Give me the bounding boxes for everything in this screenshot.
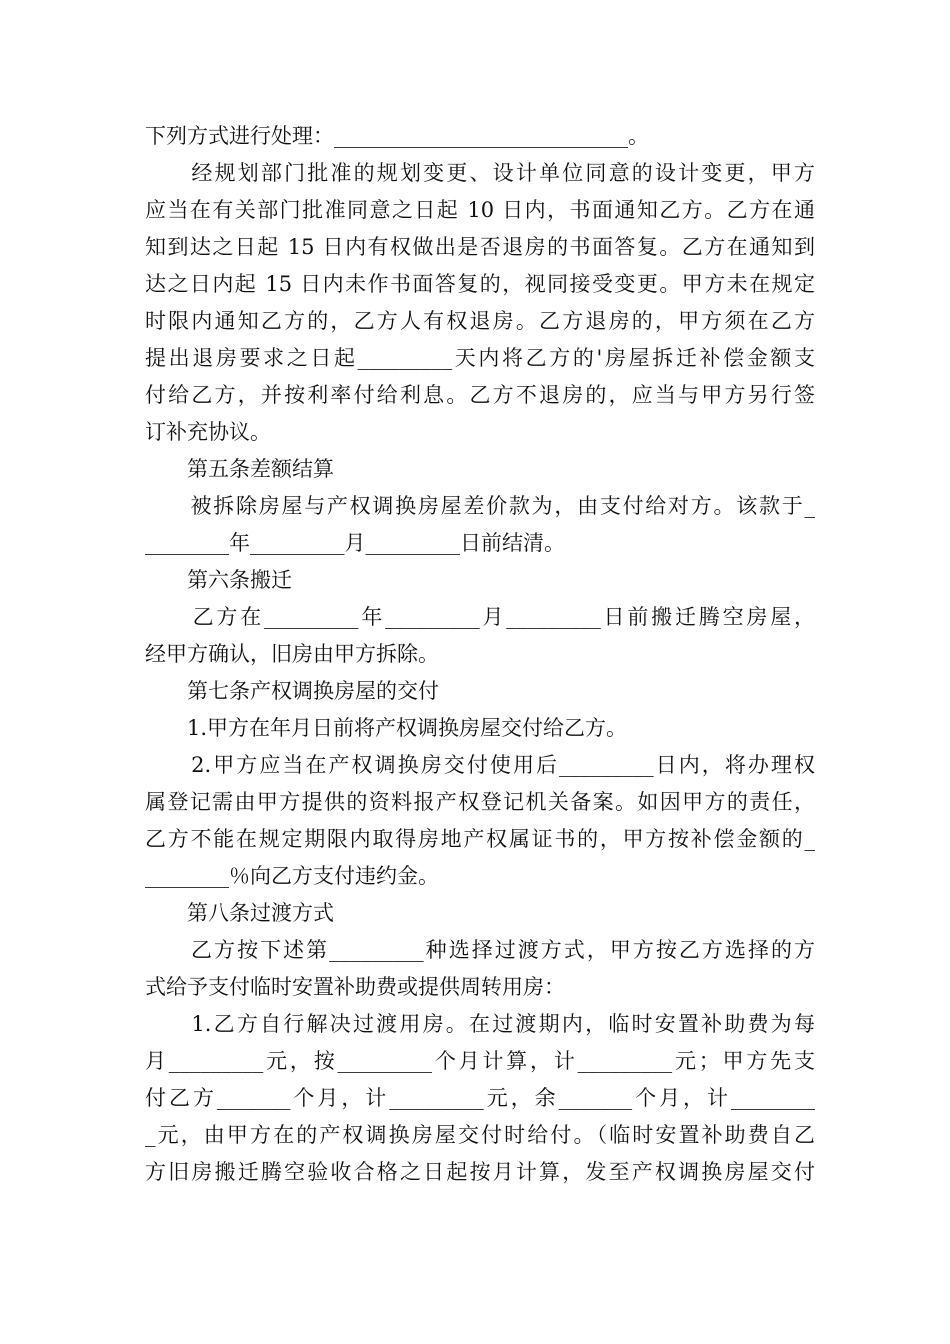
text-line: 乙方按下述第_________种选择过渡方式，甲方按乙方选择的方 <box>145 938 815 962</box>
text-line: 2.甲方应当在产权调换房交付使用后_________日内，将办理权 <box>145 753 815 777</box>
section-heading: 第六条搬迁 <box>145 568 292 592</box>
text-line: 应当在有关部门批准同意之日起 10 日内，书面通知乙方。乙方在通 <box>145 198 815 222</box>
text-line: 属登记需由甲方提供的资料报产权登记机关备案。如因甲方的责任， <box>145 790 815 814</box>
text-line: 1.乙方自行解决过渡用房。在过渡期内，临时安置补助费为每 <box>145 1012 815 1036</box>
section-heading: 第七条产权调换房屋的交付 <box>145 679 439 703</box>
text-line: ________年_________月_________日前结清。 <box>145 531 565 555</box>
text-line: 订补充协议。 <box>145 420 271 444</box>
text-line: 乙方不能在规定期限内取得房地产权属证书的，甲方按补偿金额的_ <box>145 827 815 851</box>
text-line: 经规划部门批准的规划变更、设计单位同意的设计变更，甲方 <box>145 161 815 185</box>
section-heading: 第八条过渡方式 <box>145 901 334 925</box>
text-line: _元，由甲方在的产权调换房屋交付时给付。（临时安置补助费自乙 <box>145 1123 815 1147</box>
text-line: 式给予支付临时安置补助费或提供周转用房： <box>145 975 565 999</box>
text-line: 乙方在_________年_________月_________日前搬迁腾空房屋， <box>145 605 815 629</box>
text-line: 达之日内起 15 日内未作书面答复的，视同接受变更。甲方未在规定 <box>145 272 815 296</box>
text-line: 被拆除房屋与产权调换房屋差价款为，由支付给对方。该款于_ <box>145 494 815 518</box>
text-line: 下列方式进行处理：____________________________。 <box>145 124 649 148</box>
text-line: ________％向乙方支付违约金。 <box>145 864 439 888</box>
text-line: 1.甲方在年月日前将产权调换房屋交付给乙方。 <box>145 716 628 740</box>
text-line: 提出退房要求之日起_________天内将乙方的'房屋拆迁补偿金额支 <box>145 346 815 370</box>
text-line: 知到达之日起 15 日内有权做出是否退房的书面答复。乙方在通知到 <box>145 235 815 259</box>
text-line: 付给乙方，并按利率付给利息。乙方不退房的，应当与甲方另行签 <box>145 383 815 407</box>
text-line: 方旧房搬迁腾空验收合格之日起按月计算，发至产权调换房屋交付 <box>145 1160 815 1184</box>
text-line: 月_________元，按_________个月计算，计_________元；甲方先支 <box>145 1049 815 1073</box>
text-line: 经甲方确认，旧房由甲方拆除。 <box>145 642 439 666</box>
section-heading: 第五条差额结算 <box>145 457 334 481</box>
text-line: 付乙方_______个月，计_________元，余_______个月，计________ <box>145 1086 815 1110</box>
text-line: 时限内通知乙方的，乙方人有权退房。乙方退房的，甲方须在乙方 <box>145 309 815 333</box>
